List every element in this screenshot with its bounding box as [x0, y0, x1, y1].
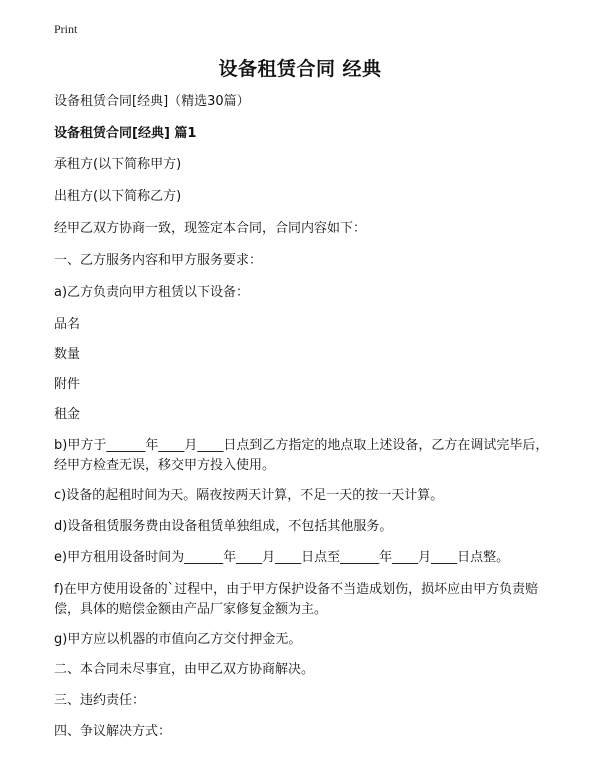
item-quantity: 数量 — [54, 347, 81, 362]
clause-2: 二、本合同未尽事宜，由甲乙双方协商解决。 — [54, 662, 315, 677]
clause-a: a)乙方负责向甲方租赁以下设备： — [54, 285, 250, 300]
clause-f: f)在甲方使用设备的`过程中，由于甲方保护设备不当造成划伤，损坏应由甲方负责赔偿，具体的赔偿金额由产品厂家修复金额为主。 — [54, 582, 539, 617]
clause-c: c)设备的起租时间为天。隔夜按两天计算，不足一天的按一天计算。 — [54, 488, 444, 503]
clause-1-heading: 一、乙方服务内容和甲方服务要求： — [54, 253, 263, 268]
print-link[interactable]: Print — [54, 22, 78, 36]
clause-g: g)甲方应以机器的市值向乙方交付押金无。 — [54, 632, 302, 647]
document-subtitle: 设备租赁合同[经典]（精选30篇） — [54, 94, 250, 109]
item-accessories: 附件 — [54, 377, 81, 392]
paragraph-lessee: 承租方(以下简称甲方) — [54, 157, 182, 172]
clause-e: e)甲方租用设备时间为______年____月____日点至______年____月____日点整。 — [54, 550, 510, 565]
document-title: 设备租赁合同 经典 — [218, 58, 382, 80]
clause-3: 三、违约责任： — [54, 693, 146, 708]
item-rent: 租金 — [54, 407, 81, 422]
section-heading: 设备租赁合同[经典] 篇1 — [54, 126, 197, 141]
item-name: 品名 — [54, 317, 81, 332]
paragraph-intro: 经甲乙双方协商一致，现签定本合同，合同内容如下： — [54, 221, 367, 236]
clause-4: 四、争议解决方式： — [54, 724, 172, 739]
clause-b: b)甲方于______年____月____日点到乙方指定的地点取上述设备，乙方在调试完毕后，经甲方检查无误，移交甲方投入使用。 — [54, 438, 549, 473]
clause-d: d)设备租赁服务费由设备租赁单独组成，不包括其他服务。 — [54, 519, 393, 534]
paragraph-lessor: 出租方(以下简称乙方) — [54, 189, 182, 204]
